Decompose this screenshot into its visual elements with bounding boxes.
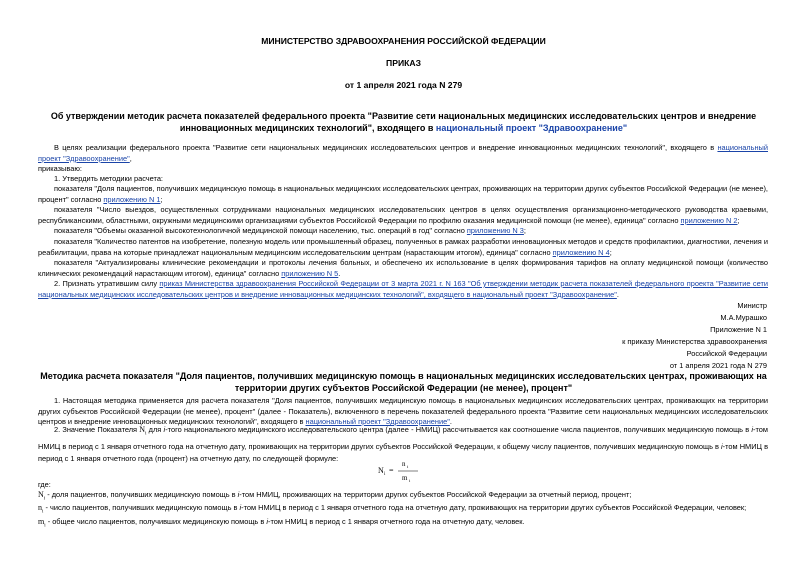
intro-project-link[interactable]: национальный проект "Здравоохранение" [38, 143, 768, 163]
order-heading: ПРИКАЗ [386, 58, 421, 68]
item-2-post: . [616, 289, 619, 299]
symbol-n-small-icon: $n_i$ [38, 503, 44, 515]
intro-text: В целях реализации федерального проекта "Развитие сети национальных медицинских исследовательских центров и внедрение инновационных медицинских технологий", входящего в [54, 143, 718, 152]
where-label: где: [38, 480, 51, 489]
def-3-italic: i [266, 517, 268, 526]
method-2-post: ; [737, 215, 740, 225]
def-1-post: -том НМИЦ, проживающих на территории других субъектов Российской Федерации за отчетный период, процент; [239, 490, 632, 499]
annex-date: от 1 апреля 2021 года N 279 [669, 361, 767, 370]
method-2-text: показателя "Число выездов, осуществленных сотрудниками национальных медицинских исследовательских центров в целях осуществления организационно-методического руководства краевыми, республиканскими, областными, окружными медицинскими организациями субъектов Российской Федерации по профилю оказания медицинской помощи (не менее), единица" согласно [38, 205, 768, 225]
annex-ministry: к приказу Министерства здравоохранения [622, 337, 767, 346]
intro-paragraph [38, 143, 768, 164]
order-date: от 1 апреля 2021 года N 279 [344, 80, 463, 90]
svg-text:=: = [389, 466, 394, 475]
signature-name: М.А.Мурашко [720, 313, 767, 322]
method-title-line2: территории других субъектов Российской Федерации (не менее), процент" [234, 383, 573, 393]
def-2-italic: i [239, 503, 242, 512]
p2-text-a: 2. Значение Показателя [54, 425, 140, 434]
method-5 [38, 258, 768, 279]
order-title-line2 [0, 122, 807, 134]
svg-text:n: n [402, 460, 406, 468]
p2-italic-i2: i [751, 425, 754, 434]
item-2 [38, 279, 768, 300]
annex-federation: Российской Федерации [686, 349, 767, 358]
method-p1-post: . [449, 417, 452, 426]
method-4-text: показателя "Количество патентов на изобретение, полезную модель или промышленный образец, полученных в рамках разработки инновационных методов и средств профилактики, диагностики, лечения и реабилитации, права на которые принадлежат национальным медицинским исследовательским центрам (нарастающим итогом), единица" согласно [38, 237, 768, 257]
def-1-italic: i [237, 490, 240, 499]
method-4 [38, 237, 768, 258]
order-title-text: инновационных медицинских технологий", входящего в [179, 123, 436, 133]
method-1-text: показателя "Доля пациентов, получивших медицинскую помощь в национальных медицинских исследовательских центрах, проживающих на территории других субъектов Российской Федерации (не менее), процент" согласно [38, 184, 768, 204]
method-5-text: показателя "Актуализированы клинические рекомендации и протоколы лечения больных, и обеспечено их использование в целях формирования тарифов на оплату медицинской помощи (количество клинических рекомендаций нарастающим итогом), единица" согласно [38, 258, 768, 278]
symbol-n-icon: $N_i$ [139, 425, 147, 437]
method-3-text: показателя "Объемы оказанной высокотехнологичной медицинской помощи населению, тыс. операций в год" согласно [54, 226, 467, 235]
definition-2 [38, 503, 768, 518]
method-2 [38, 205, 768, 226]
svg-text:N: N [378, 466, 384, 475]
def-1-text: - доля пациентов, получивших медицинскую помощь в [47, 490, 238, 499]
item-2-text: 2. Признать утратившим силу [54, 279, 160, 288]
method-3-post: ; [523, 226, 526, 235]
svg-text:i: i [384, 472, 386, 477]
annex-5-link[interactable]: приложению N 5 [281, 268, 339, 278]
annex-label: Приложение N 1 [710, 325, 767, 334]
p2-text-h: -том НМИЦ в период с 1 января отчетного года (процент) на отчетную дату, по следующей формуле: [38, 441, 768, 463]
repealed-order-link[interactable]: приказ Министерства здравоохранения Российской Федерации от 3 марта 2021 г. N 163 "Об утверждении методик расчета показателей федерального проекта "Развитие сети национальных медицинских исследовательских центров и внедрение инновационных медицинских технологий", входящего в национальный проект "Здравоохранение" [38, 279, 768, 299]
svg-text:m: m [402, 474, 408, 482]
p2-text-b: для [146, 425, 164, 434]
ministry-heading: МИНИСТЕРСТВО ЗДРАВООХРАНЕНИЯ РОССИЙСКОЙ ФЕДЕРАЦИИ [261, 36, 546, 46]
method-4-post: ; [609, 247, 612, 257]
method-p1-text: 1. Настоящая методика применяется для расчета показателя "Доля пациентов, получивших медицинскую помощь в национальных медицинских исследовательских центрах, проживающих на территории других субъектов Российской Федерации (не менее), процент" (далее - Показатель), включенного в перечень показателей федерального проекта "Развитие сети национальных медицинских исследовательских центров и внедрение инновационных медицинских технологий", входящего в [38, 396, 768, 426]
method-project-link[interactable]: национальный проект "Здравоохранение" [305, 417, 450, 426]
p2-text-d: -того национального медицинского исследовательского центра (далее - НМИЦ) рассчитывается как соотношение числа пациентов, получивших медицинскую помощь в [165, 425, 752, 434]
def-2-post: -том НМИЦ в период с 1 января отчетного года на отчетную дату, проживающих на территории других субъектов Российской Федерации, человек; [241, 503, 747, 512]
item-1: 1. Утвердить методики расчета: [54, 174, 163, 183]
annex-4-link[interactable]: приложению N 4 [552, 247, 610, 257]
symbol-ni-icon: $N_i$ [38, 490, 46, 502]
p2-italic-i3: i [721, 441, 723, 451]
method-title-line1: Методика расчета показателя "Доля пациентов, получивших медицинскую помощь в национальных медицинских исследовательских центрах, проживающих на [40, 371, 767, 381]
method-paragraph-1 [38, 396, 768, 428]
method-3 [38, 226, 768, 237]
method-1 [38, 184, 768, 205]
definition-3 [38, 517, 768, 532]
def-2-text: - число пациентов, получивших медицинскую помощь в [45, 503, 240, 512]
p2-text-f: -том НМИЦ в период с 1 января отчетного года на отчетную дату, проживающих на территории других субъектов Российской Федерации, к общему числу пациентов, получивших медицинскую помощь в [38, 425, 769, 451]
svg-text:i: i [407, 464, 409, 469]
intro-post: , [129, 153, 132, 163]
symbol-m-icon: $m_i$ [38, 517, 46, 529]
def-3-post: -том НМИЦ в период с 1 января отчетного года на отчетную дату, человек. [267, 517, 525, 526]
annex-3-link[interactable]: приложению N 3 [466, 226, 524, 235]
def-3-text: - общее число пациентов, получивших медицинскую помощь в [47, 517, 267, 526]
svg-text:i: i [409, 478, 411, 483]
annex-2-link[interactable]: приложению N 2 [680, 215, 738, 225]
annex-1-link[interactable]: приложению N 1 [103, 194, 161, 204]
method-title [0, 370, 807, 394]
national-project-link[interactable]: национальный проект "Здравоохранение" [435, 123, 628, 133]
signature-role: Министр [737, 301, 767, 310]
order-title [0, 110, 807, 134]
method-1-post: ; [160, 194, 163, 204]
p2-italic-i1: i [163, 425, 166, 434]
order-title-line1: Об утверждении методик расчета показателей федерального проекта "Развитие сети национальных медицинских исследовательских центров и внедрение [50, 111, 757, 121]
order-word: приказываю: [38, 164, 82, 173]
method-5-post: . [338, 268, 341, 278]
